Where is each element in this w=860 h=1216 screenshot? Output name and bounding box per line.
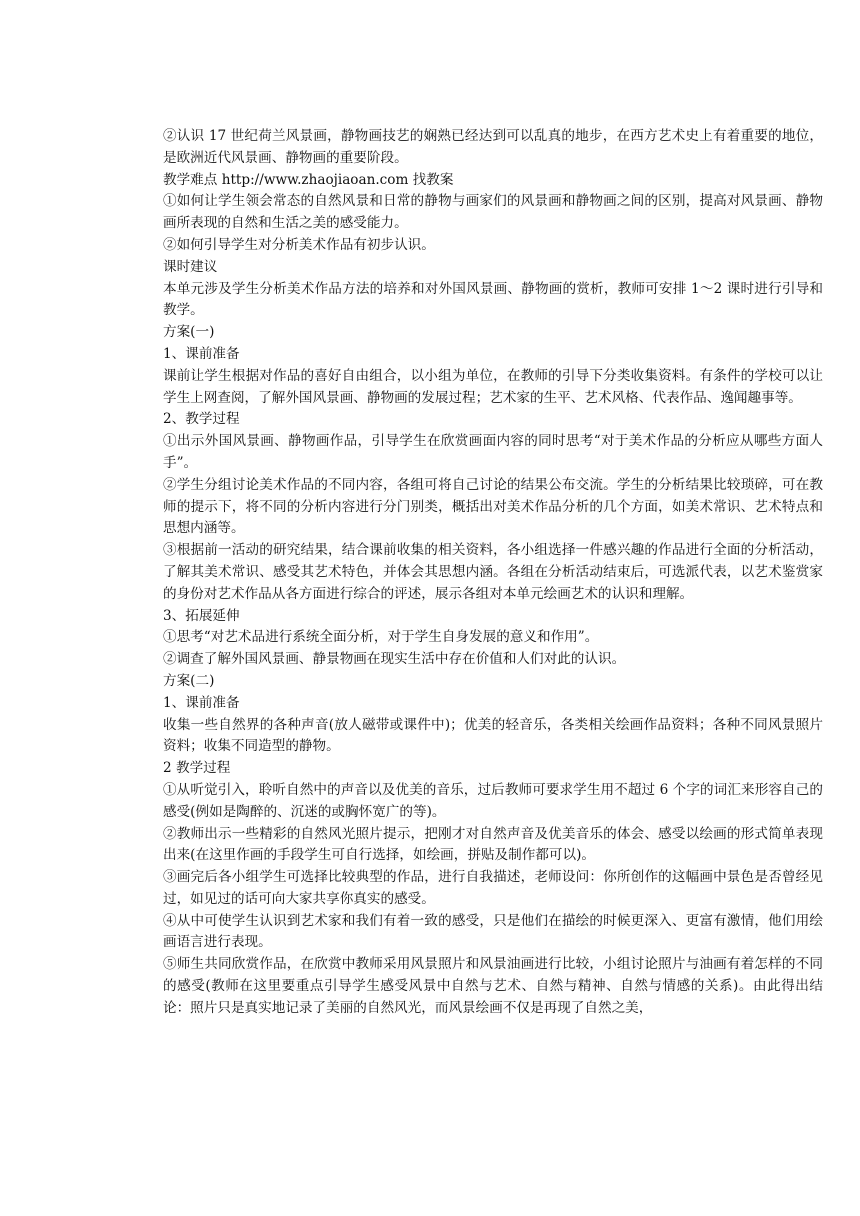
paragraph-process-2-step-1: ①从听觉引入，聆听自然中的声音以及优美的音乐，过后教师可要求学生用不超过 6 个字的词汇来形容自己的感受(例如是陶醉的、沉迷的或胸怀宽广的等)。 bbox=[163, 781, 823, 820]
paragraph-extension-2: ②调查了解外国风景画、静景物画在现实生活中存在价值和人们对此的认识。 bbox=[163, 651, 626, 668]
document-body bbox=[163, 126, 823, 1020]
paragraph-lesson-hours: 本单元涉及学生分析美术作品方法的培养和对外国风景画、静物画的赏析，教师可安排 1～2 课时进行引导和教学。 bbox=[163, 280, 823, 319]
paragraph-difficulty-2: ②如何引导学生对分析美术作品有初步认识。 bbox=[163, 236, 435, 253]
paragraph-extension-1: ①思考“对艺术品进行系统全面分析，对于学生自身发展的意义和作用”。 bbox=[163, 629, 599, 646]
paragraph-preparation-1: 课前让学生根据对作品的喜好自由组合，以小组为单位，在教师的引导下分类收集资料。有条件的学校可以让学生上网查阅，了解外国风景画、静物画的发展过程；艺术家的生平、艺术风格、代表作品、逸闻趣事等。 bbox=[163, 367, 823, 406]
paragraph-process-2-step-2: ②教师出示一些精彩的自然风光照片提示，把刚才对自然声音及优美音乐的体会、感受以绘画的形式简单表现出来(在这里作画的手段学生可自行选择，如绘画，拼贴及制作都可以)。 bbox=[163, 825, 823, 864]
heading-process-2: 2 教学过程 bbox=[163, 760, 231, 777]
paragraph-process-2-step-5: ⑤师生共同欣赏作品，在欣赏中教师采用风景照片和风景油画进行比较，小组讨论照片与油画有着怎样的不同的感受(教师在这里要重点引导学生感受风景中自然与艺术、自然与精神、自然与情感的关系)。由此得出结论：照片只是真实地记录了美丽的自然风光，而风景绘画不仅是再现了自然之美， bbox=[163, 956, 823, 1016]
heading-lesson-hours: 课时建议 bbox=[163, 258, 218, 275]
paragraph-goal-2: ②认识 17 世纪荷兰风景画，静物画技艺的娴熟已经达到可以乱真的地步，在西方艺术史上有着重要的地位，是欧洲近代风景画、静物画的重要阶段。 bbox=[163, 128, 823, 166]
heading-preparation-1: 1、课前准备 bbox=[163, 345, 240, 362]
paragraph-process-2-step-3: ③画完后各小组学生可选择比较典型的作品，进行自我描述，老师设问：你所创作的这幅画中景色是否曾经见过，如见过的话可向大家共享你真实的感受。 bbox=[163, 869, 823, 907]
paragraph-preparation-2: 收集一些自然界的各种声音(放人磁带或课件中)；优美的轻音乐，各类相关绘画作品资料；各种不同风景照片资料；收集不同造型的静物。 bbox=[163, 716, 823, 755]
heading-plan-1: 方案(一) bbox=[163, 324, 215, 341]
heading-process-1: 2、教学过程 bbox=[163, 411, 240, 428]
paragraph-process-1-step-3: ③根据前一活动的研究结果，结合课前收集的相关资料，各小组选择一件感兴趣的作品进行全面的分析活动，了解其美术常识、感受其艺术特色，并体会其思想内涵。各组在分析活动结束后，可选派代表，以艺术鉴赏家的身份对艺术作品从各方面进行综合的评述，展示各组对本单元绘画艺术的认识和理解。 bbox=[163, 542, 823, 602]
paragraph-process-1-step-2: ②学生分组讨论美术作品的不同内容，各组可将自己讨论的结果公布交流。学生的分析结果比较琐碎，可在教师的提示下，将不同的分析内容进行分门别类，概括出对美术作品分析的几个方面，如美术常识、艺术特点和思想内涵等。 bbox=[163, 476, 823, 537]
heading-preparation-2: 1、课前准备 bbox=[163, 694, 240, 711]
paragraph-process-2-step-4: ④从中可使学生认识到艺术家和我们有着一致的感受，只是他们在描绘的时候更深入、更富有激情，他们用绘画语言进行表现。 bbox=[163, 912, 823, 951]
paragraph-difficulty-1: ①如何让学生领会常态的自然风景和日常的静物与画家们的风景画和静物画之间的区别，提高对风景画、静物画所表现的自然和生活之美的感受能力。 bbox=[163, 193, 823, 232]
heading-plan-2: 方案(二) bbox=[163, 672, 215, 689]
heading-difficulties: 教学难点 http://www.zhaojiaoan.com 找教案 bbox=[163, 171, 454, 188]
heading-extension: 3、拓展延伸 bbox=[163, 607, 240, 624]
paragraph-process-1-step-1: ①出示外国风景画、静物画作品，引导学生在欣赏画面内容的同时思考“对于美术作品的分析应从哪些方面人手”。 bbox=[163, 433, 823, 471]
